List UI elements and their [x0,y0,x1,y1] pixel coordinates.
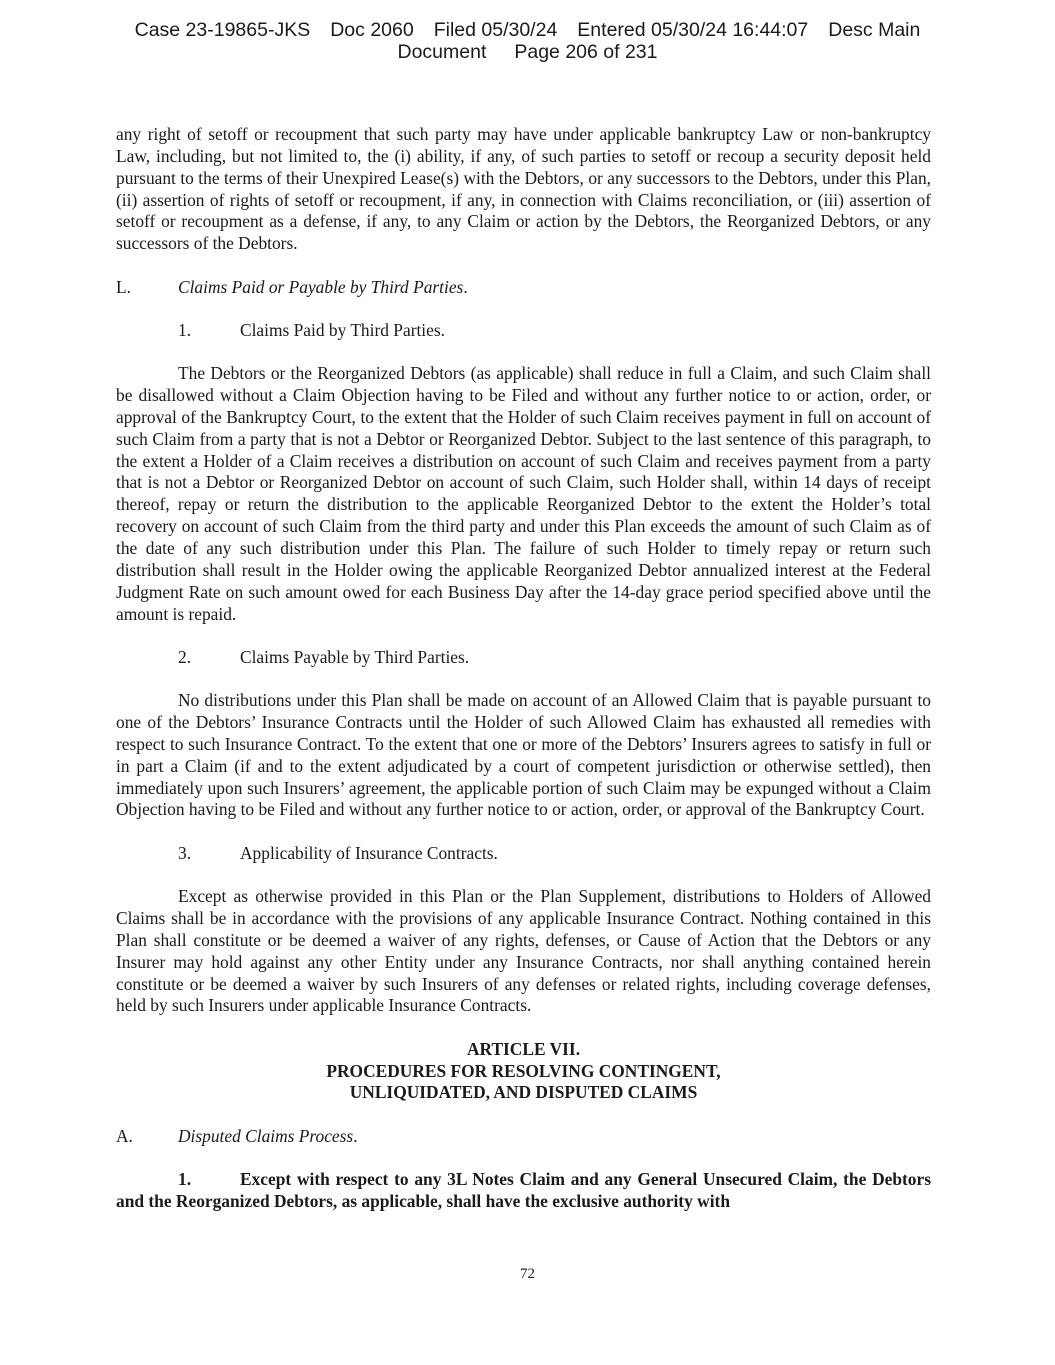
intro-paragraph: any right of setoff or recoupment that such party may have under applicable bankruptcy Law or non-bankruptcy Law, including, but not limited to, the (i) ability, if any, of such parties to setoff or recoup a security deposit held pursuant to the terms of their Unexpired Lease(s) with the Debtors, or any successors to the Debtors, under this Plan, (ii) assertion of rights of setoff or recoupment, if any, in connection with Claims reconciliation, or (iii) assertion of setoff or recoupment as a defense, if any, to any Claim or action by the Debtors, the Reorganized Debtors, or any successors of the Debtors. [116,124,931,254]
entered-date: Entered 05/30/24 16:44:07 [577,19,809,41]
paragraph-text: Except with respect to any 3L Notes Claim and any General Unsecured Claim, the Debtors and the Reorganized Debtors, as applicable, shall have the exclusive authority with [116,1169,931,1211]
section-letter: L. [116,276,131,297]
section-l-heading [116,277,931,299]
article-number: ARTICLE VII. [466,1038,581,1059]
section-a-paragraph-1 [116,1169,931,1213]
header-line-1 [0,19,1055,41]
subsection-1-text: The Debtors or the Reorganized Debtors (as applicable) shall reduce in full a Claim, and such Claim shall be disallowed without a Claim Objection having to be Filed and without any further notice to or action, order, or approval of the Bankruptcy Court, to the extent that the Holder of such Claim receives payment in full on account of such Claim from a party that is not a Debtor or Reorganized Debtor. Subject to the last sentence of this paragraph, to the extent a Holder of a Claim receives a distribution on account of such Claim and receives payment from a party that is not a Debtor or Reorganized Debtor on account of such Claim, such Holder shall, within 14 days of receipt thereof, repay or return the distribution to the applicable Reorganized Debtor to the extent the Holder’s total recovery on account of such Claim from the third party and under this Plan exceeds the amount of such Claim as of the date of any such distribution under this Plan. The failure of such Holder to timely repay or return such distribution shall result in the Holder owing the applicable Reorganized Debtor annualized interest at the Federal Judgment Rate on such amount owed for each Business Day after the 14-day grace period specified above until the amount is repaid. [116,363,931,624]
article-title-line-1: PROCEDURES FOR RESOLVING CONTINGENT, [326,1060,721,1081]
subsection-title: Applicability of Insurance Contracts. [240,842,498,863]
section-title-period: . [353,1125,358,1146]
subsection-number: 1. [178,319,192,340]
subsection-2-text: No distributions under this Plan shall be made on account of an Allowed Claim that is payable pursuant to one of the Debtors’ Insurance Contracts until the Holder of such Allowed Claim has exhausted all remedies with respect to such Insurance Contract. To the extent that one or more of the Debtors’ Insurers agrees to satisfy in full or in part a Claim (if and to the extent adjudicated by a court of competent jurisdiction or otherwise settled), then immediately upon such Insurers’ agreement, the applicable portion of such Claim may be expunged without a Claim Objection having to be Filed and without any further notice to or action, order, or approval of the Bankruptcy Court. [116,690,931,820]
paragraph-number: 1. [178,1169,192,1190]
document-body [116,124,931,1234]
article-heading [116,1039,931,1105]
section-a-heading [116,1126,931,1148]
filed-date: Filed 05/30/24 [433,19,558,41]
document-label: Document [397,41,487,63]
subsection-number: 2. [178,646,192,667]
subsection-3-text: Except as otherwise provided in this Plan or the Plan Supplement, distributions to Holders of Allowed Claims shall be in accordance with the provisions of any applicable Insurance Contract. Nothing contained in this Plan shall constitute or be deemed a waiver of any rights, defenses, or Cause of Action that the Debtors or any Insurer may hold against any other Entity under any Insurance Contracts, nor shall anything contained herein constitute or be deemed a waiver by such Insurers of any defenses or related rights, including coverage defenses, held by such Insurers under applicable Insurance Contracts. [116,886,931,1016]
case-number: Case 23-19865-JKS [134,19,311,41]
subsection-2-heading [116,647,931,669]
case-header [0,19,1055,63]
page-number: 72 [520,1266,535,1282]
doc-number: Doc 2060 [330,19,414,41]
section-title: Disputed Claims Process [178,1125,354,1146]
subsection-3-heading [116,843,931,865]
desc-label: Desc Main [828,19,921,41]
subsection-title: Claims Payable by Third Parties. [240,646,470,667]
section-letter: A. [116,1125,133,1146]
section-title-period: . [463,276,468,297]
article-title-line-2: UNLIQUIDATED, AND DISPUTED CLAIMS [349,1082,698,1103]
page-of-total: Page 206 of 231 [514,41,658,63]
subsection-number: 3. [178,842,192,863]
subsection-1-heading [116,320,931,342]
section-title: Claims Paid or Payable by Third Parties [178,276,464,297]
subsection-title: Claims Paid by Third Parties. [240,319,445,340]
header-line-2 [0,41,1055,63]
